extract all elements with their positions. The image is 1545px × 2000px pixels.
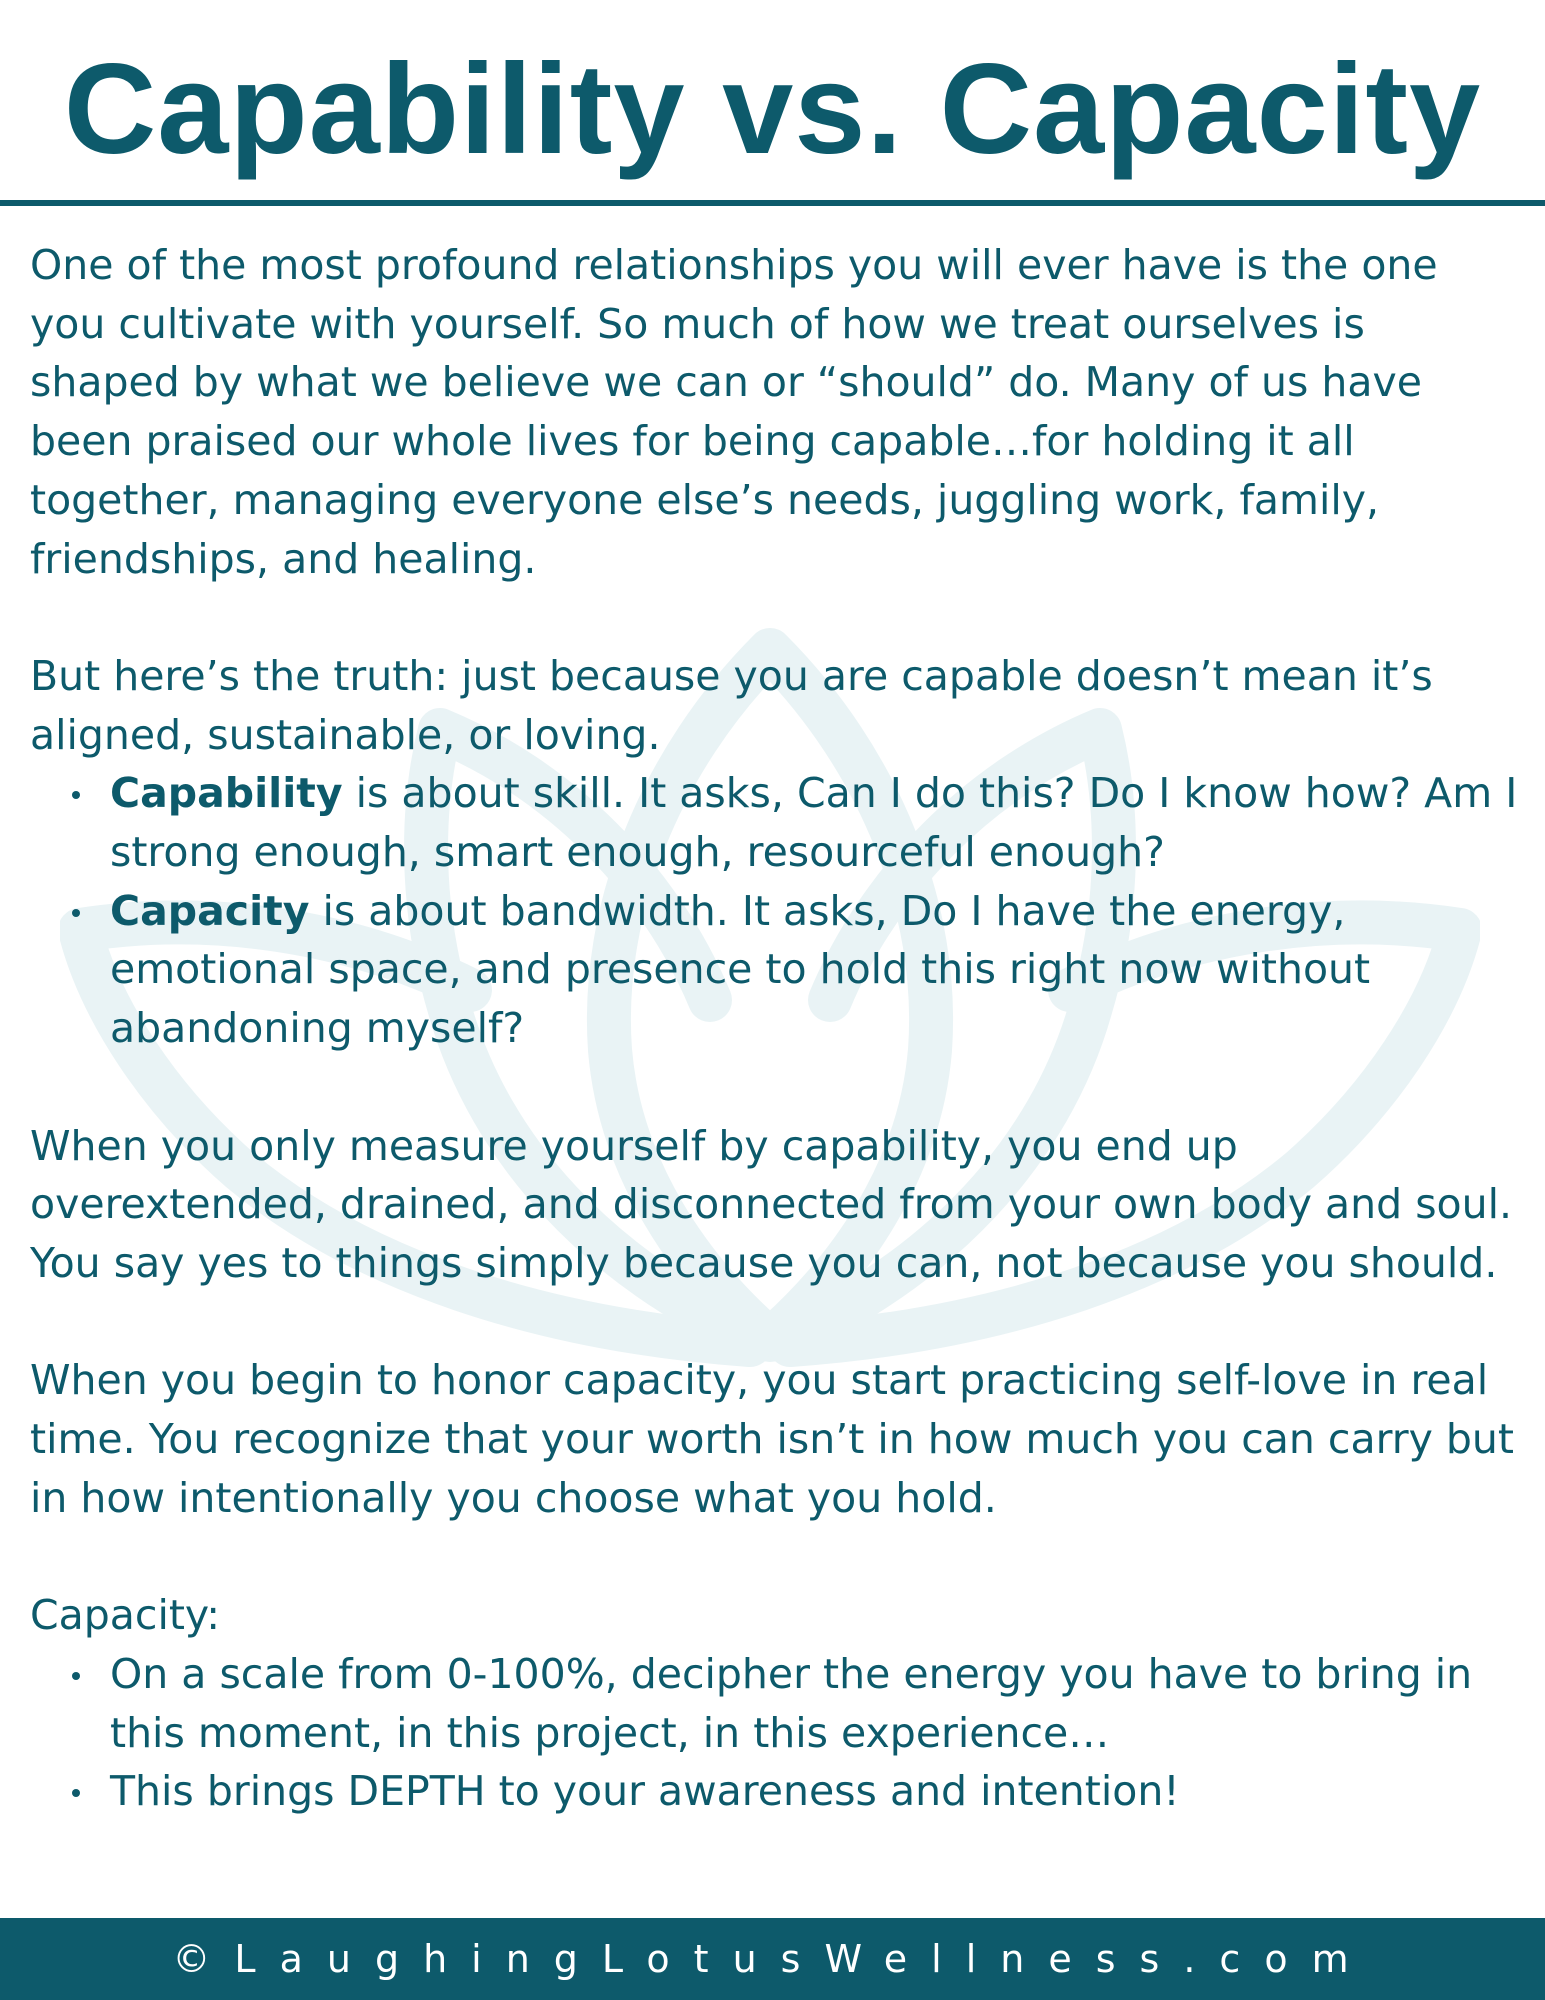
term-capacity: Capacity (110, 886, 310, 935)
definition-capacity: is about bandwidth. It asks, Do I have the energy, emotional space, and presence to hold this right now without abandoning myself? (110, 886, 1371, 1053)
paragraph-gap (30, 1058, 1520, 1117)
definition-capability: is about skill. It asks, Can I do this? Do I know how? Am I strong enough, smart enough, resourceful enough? (110, 769, 1518, 877)
article-body (30, 236, 1520, 1821)
intro-paragraph: One of the most profound relationships you will ever have is the one you cultivate with yourself. So much of how we treat ourselves is shaped by what we believe we can or “should” do. Many of us have been praised our whole lives for being capable…for holding it all together, managing everyone else’s needs, juggling work, family, friendships, and healing. (30, 241, 1438, 583)
list-item-capacity (110, 882, 1520, 1058)
list-item-capacity-scale: On a scale from 0-100%, decipher the energy you have to bring in this moment, in this project, in this experience… (110, 1645, 1520, 1762)
capacity-list (30, 1645, 1520, 1821)
page-title: Capability vs. Capacity (63, 38, 1482, 181)
paragraph-gap (30, 1293, 1520, 1352)
capacity-label: Capacity: (30, 1591, 221, 1640)
capability-only-paragraph: When you only measure yourself by capability, you end up overextended, drained, and disconnected from your own body and soul. You say yes to things simply because you can, not because you should. (30, 1121, 1513, 1287)
footer-website: ©LaughingLotusWellness.com (0, 1918, 1545, 2000)
honor-capacity-paragraph: When you begin to honor capacity, you start practicing self-love in real time. You recognize that your worth isn’t in how much you can carry but in how intentionally you choose what you hold. (30, 1356, 1514, 1522)
truth-paragraph: But here’s the truth: just because you are capable doesn’t mean it’s aligned, sustainable, or loving. (30, 651, 1433, 759)
list-item-capability (110, 764, 1520, 881)
paragraph-gap (30, 1527, 1520, 1586)
paragraph-gap (30, 588, 1520, 647)
title-divider (0, 200, 1545, 206)
list-item-capacity-depth: This brings DEPTH to your awareness and intention! (110, 1762, 1520, 1821)
definition-list (30, 764, 1520, 1058)
term-capability: Capability (110, 769, 343, 818)
